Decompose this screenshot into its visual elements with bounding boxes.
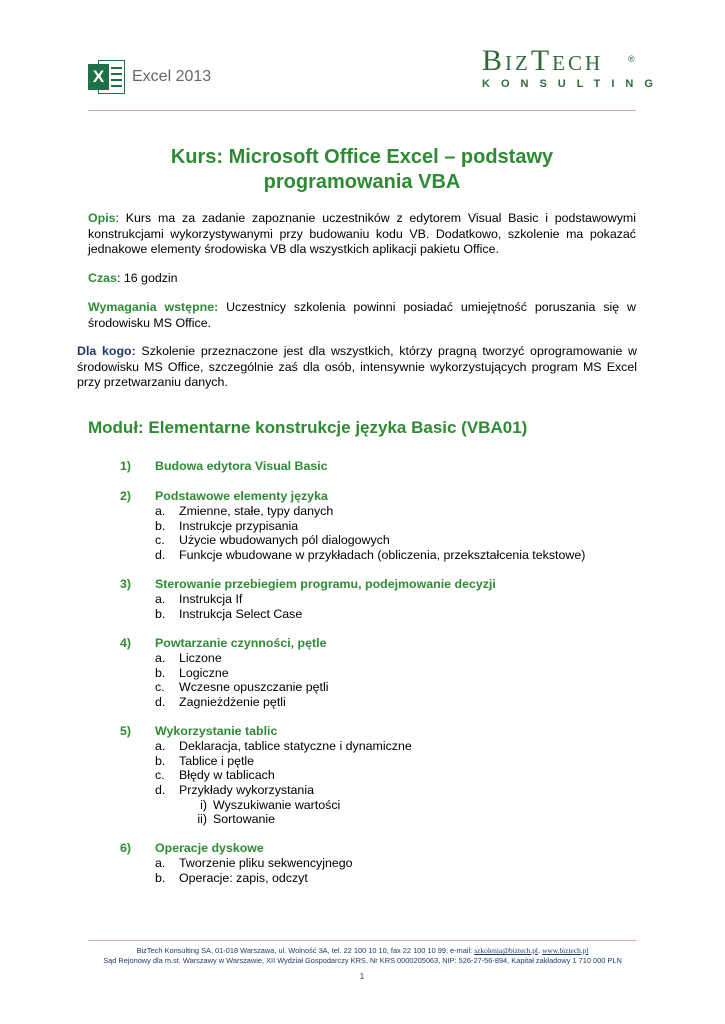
header-divider bbox=[88, 110, 636, 111]
course-title-line2: programowania VBA bbox=[263, 171, 461, 193]
list-item bbox=[155, 666, 328, 681]
list-marker: a. bbox=[155, 856, 166, 870]
sub-list-item bbox=[155, 798, 412, 813]
czas-text: : 16 godzin bbox=[116, 271, 178, 285]
biztech-logo bbox=[482, 46, 664, 90]
list-item bbox=[155, 695, 328, 710]
list-marker: c. bbox=[155, 768, 165, 783]
list-item bbox=[155, 768, 412, 783]
list-item-text: Błędy w tablicach bbox=[179, 768, 275, 783]
list-marker: c. bbox=[155, 680, 165, 695]
list-marker: b. bbox=[155, 606, 166, 621]
page-header bbox=[0, 0, 725, 110]
page-number: 1 bbox=[359, 972, 365, 981]
list-item bbox=[155, 607, 302, 622]
section-items bbox=[155, 651, 328, 710]
list-marker: b. bbox=[155, 665, 166, 680]
section-title: Sterowanie przebiegiem programu, podejmowanie decyzji bbox=[155, 577, 496, 591]
section-items bbox=[155, 504, 585, 563]
excel-2013-logo bbox=[88, 60, 211, 94]
opis-text: : Kurs ma za zadanie zapoznanie uczestników z edytorem Visual Basic i podstawowymi konstrukcjami wykorzystywanymi przy budowaniu kodu VB. Dodatkowo, szkolenie ma pokazać jednakowe elementy środowiska VB dla wszystkich aplikacji pakietu Office. bbox=[88, 211, 636, 256]
list-item bbox=[155, 783, 412, 798]
course-title bbox=[88, 145, 636, 195]
list-item-text: Użycie wbudowanych pól dialogowych bbox=[179, 533, 390, 548]
section-number: 2) bbox=[120, 489, 132, 503]
course-title-line1: Kurs: Microsoft Office Excel – podstawy bbox=[170, 146, 554, 168]
footer-contact: BizTech Konsulting SA, 01-018 Warszawa, ul. Wolność 3A, tel. 22 100 10 10, fax 22 100 10 99, e-mail: bbox=[136, 946, 475, 955]
description-paragraph bbox=[88, 211, 636, 258]
list-item-text: Instrukcja Select Case bbox=[179, 606, 303, 621]
list-item bbox=[155, 871, 353, 886]
registered-mark: ® bbox=[628, 54, 635, 64]
list-item-text: Tworzenie pliku sekwencyjnego bbox=[179, 856, 353, 870]
list-item bbox=[155, 519, 585, 534]
footer-email-link[interactable]: szkolenia@biztech.pl bbox=[474, 946, 538, 955]
biztech-logo-main: BizTech bbox=[482, 44, 604, 77]
requirements-paragraph bbox=[88, 300, 636, 331]
dla-kogo-label: Dla kogo: bbox=[77, 344, 136, 358]
section-title: Podstawowe elementy języka bbox=[155, 489, 328, 503]
list-marker: d. bbox=[155, 548, 166, 563]
section-title: Wykorzystanie tablic bbox=[155, 724, 278, 738]
list-marker: a. bbox=[155, 739, 166, 753]
section-title: Powtarzanie czynności, pętle bbox=[155, 636, 327, 650]
list-item-text: Logiczne bbox=[179, 665, 229, 680]
footer-line-1 bbox=[60, 946, 665, 956]
list-marker: d. bbox=[155, 783, 166, 798]
list-marker: a. bbox=[155, 651, 166, 665]
list-item bbox=[155, 680, 328, 695]
section-number: 3) bbox=[120, 577, 132, 591]
list-item bbox=[155, 856, 353, 871]
section-title: Operacje dyskowe bbox=[155, 841, 264, 855]
list-item-text: Zagnieżdżenie pętli bbox=[179, 695, 286, 710]
section-number: 6) bbox=[120, 841, 132, 855]
list-item bbox=[155, 548, 585, 563]
audience-paragraph bbox=[77, 344, 637, 391]
list-item bbox=[155, 592, 302, 607]
czas-label: Czas bbox=[88, 271, 117, 285]
excel-logo-text: Excel 2013 bbox=[132, 68, 212, 85]
sub-list-item bbox=[155, 812, 412, 827]
footer-divider bbox=[88, 940, 636, 941]
list-item-text: Wczesne opuszczanie pętli bbox=[179, 680, 329, 695]
footer-www-link[interactable]: www.biztech.pl bbox=[542, 946, 589, 955]
list-item-text: Funkcje wbudowane w przykładach (obliczenia, przekształcenia tekstowe) bbox=[179, 548, 586, 563]
list-item-text: Tablice i pętle bbox=[179, 753, 255, 768]
list-marker: d. bbox=[155, 695, 166, 710]
footer-sep: , bbox=[537, 946, 543, 955]
list-item-text: Operacje: zapis, odczyt bbox=[179, 870, 308, 885]
list-marker: a. bbox=[155, 504, 166, 518]
list-item bbox=[155, 533, 585, 548]
footer-line-2: Sąd Rejonowy dla m.st. Warszawy w Warszawie, XII Wydział Gospodarczy KRS, Nr KRS 0000205063, NIP: 526-27-56-894, Kapitał zakładowy 1 710 000 PLN bbox=[103, 956, 622, 965]
biztech-logo-sub: KONSULTING bbox=[482, 78, 664, 90]
list-item-text: Wyszukiwanie wartości bbox=[213, 797, 341, 812]
section-number: 1) bbox=[120, 459, 132, 473]
section-items bbox=[155, 856, 353, 885]
excel-logo-letter: X bbox=[88, 64, 109, 90]
list-item bbox=[155, 651, 328, 666]
list-marker: a. bbox=[155, 592, 166, 606]
opis-label: Opis bbox=[88, 211, 116, 225]
excel-icon bbox=[88, 60, 126, 94]
section-title: Budowa edytora Visual Basic bbox=[155, 459, 328, 473]
list-item bbox=[155, 754, 412, 769]
dla-kogo-text: Szkolenie przeznaczone jest dla wszystkich, którzy pragną tworzyć oprogramowanie w środowisku MS Office, szczególnie zaś dla osób, intensywnie wykorzystujących program MS Excel przy przetwarzaniu danych. bbox=[77, 344, 637, 389]
list-marker: c. bbox=[155, 533, 165, 548]
module-title: Moduł: Elementarne konstrukcje języka Basic (VBA01) bbox=[88, 418, 528, 437]
page-footer bbox=[60, 946, 665, 966]
section-number: 4) bbox=[120, 636, 132, 650]
list-marker: i) bbox=[200, 797, 207, 812]
list-marker: ii) bbox=[197, 812, 207, 827]
list-marker: b. bbox=[155, 518, 166, 533]
duration-paragraph bbox=[88, 271, 636, 287]
list-item-text: Deklaracja, tablice statyczne i dynamiczne bbox=[179, 739, 412, 753]
section-items bbox=[155, 739, 412, 827]
section-number: 5) bbox=[120, 724, 132, 738]
list-item bbox=[155, 739, 412, 754]
list-item-text: Przykłady wykorzystania bbox=[179, 783, 314, 798]
wymagania-text: Uczestnicy szkolenia powinni posiadać umiejętność poruszania się w środowisku MS Office. bbox=[88, 300, 636, 330]
list-item-text: Instrukcja If bbox=[179, 592, 243, 606]
list-marker: b. bbox=[155, 870, 166, 885]
list-item bbox=[155, 504, 585, 519]
list-item-text: Instrukcje przypisania bbox=[179, 518, 299, 533]
list-item-text: Sortowanie bbox=[213, 812, 275, 827]
list-item-text: Zmienne, stałe, typy danych bbox=[179, 504, 334, 518]
list-marker: b. bbox=[155, 753, 166, 768]
list-item-text: Liczone bbox=[179, 651, 222, 665]
section-items bbox=[155, 592, 302, 621]
wymagania-label: Wymagania wstępne: bbox=[88, 300, 219, 314]
